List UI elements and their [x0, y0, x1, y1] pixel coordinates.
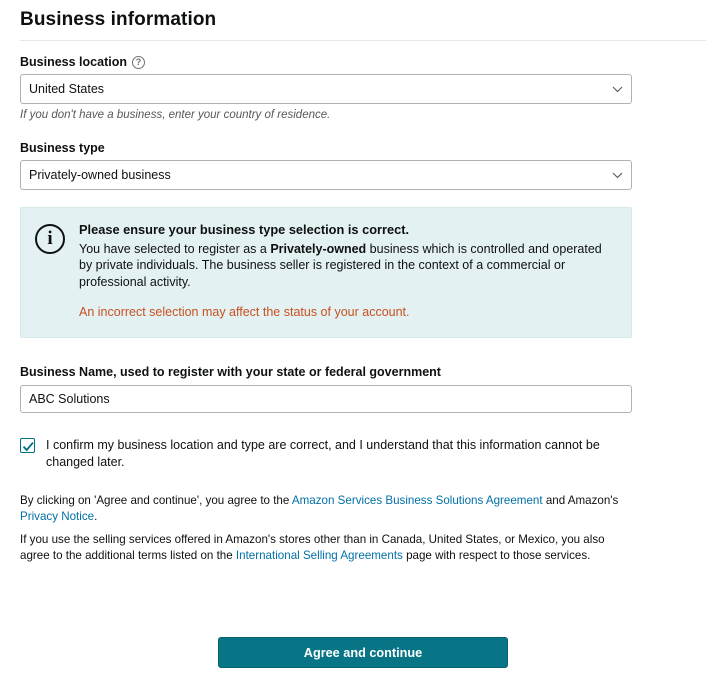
- confirm-checkbox[interactable]: [20, 438, 35, 453]
- business-type-select[interactable]: [20, 160, 632, 190]
- international-selling-agreements-link[interactable]: International Selling Agreements: [235, 548, 403, 562]
- bsa-link[interactable]: Amazon Services Business Solutions Agreement: [291, 493, 543, 507]
- business-type-label: [20, 141, 706, 155]
- privacy-notice-link[interactable]: Privacy Notice: [20, 509, 95, 523]
- business-location-select-wrap: [20, 74, 632, 104]
- legal-line-2: [20, 532, 632, 564]
- legal-line1-part1: By clicking on 'Agree and continue', you agree to the: [20, 493, 292, 507]
- legal-line1-part3: .: [94, 509, 98, 523]
- legal-line2-part2: page with respect to those services.: [402, 548, 591, 562]
- alert-text: [79, 241, 615, 291]
- business-type-alert: [20, 207, 632, 338]
- info-icon: i: [35, 224, 65, 254]
- footer: [0, 637, 726, 668]
- alert-text-bold: Privately-owned: [270, 241, 367, 256]
- business-type-label-text: Business type: [20, 141, 105, 155]
- legal-line2-part1: If you use the selling services offered in Amazon's stores other than in Canada, United States, or Mexico, you also agree to the additional terms listed on the: [20, 532, 605, 562]
- business-location-hint: If you don't have a business, enter your country of residence.: [20, 109, 331, 121]
- alert-text-part2: business which is controlled and operated by private individuals. The business seller is registered in the context of a commercial or professional activity.: [79, 241, 602, 289]
- legal-text: [20, 493, 632, 564]
- title-divider: [20, 40, 706, 41]
- alert-body: [79, 222, 615, 321]
- agree-and-continue-button[interactable]: Agree and continue: [218, 637, 508, 668]
- business-location-label-text: Business location: [20, 55, 127, 69]
- alert-warning: An incorrect selection may affect the status of your account.: [79, 305, 410, 319]
- business-name-label: Business Name, used to register with your state or federal government: [20, 364, 441, 379]
- help-icon[interactable]: ?: [132, 56, 145, 69]
- business-name-input[interactable]: [20, 385, 632, 413]
- business-location-select[interactable]: [20, 74, 632, 104]
- business-location-label: [20, 55, 706, 69]
- business-type-select-wrap: [20, 160, 632, 190]
- alert-text-part1: You have selected to register as a: [79, 241, 271, 256]
- confirm-row: [20, 437, 632, 471]
- confirm-label: I confirm my business location and type are correct, and I understand that this information cannot be changed later.: [46, 437, 600, 469]
- legal-line1-part2: and Amazon's: [542, 493, 619, 507]
- page-title: Business information: [20, 9, 217, 30]
- alert-title: Please ensure your business type selection is correct.: [79, 222, 410, 237]
- legal-line-1: [20, 493, 632, 525]
